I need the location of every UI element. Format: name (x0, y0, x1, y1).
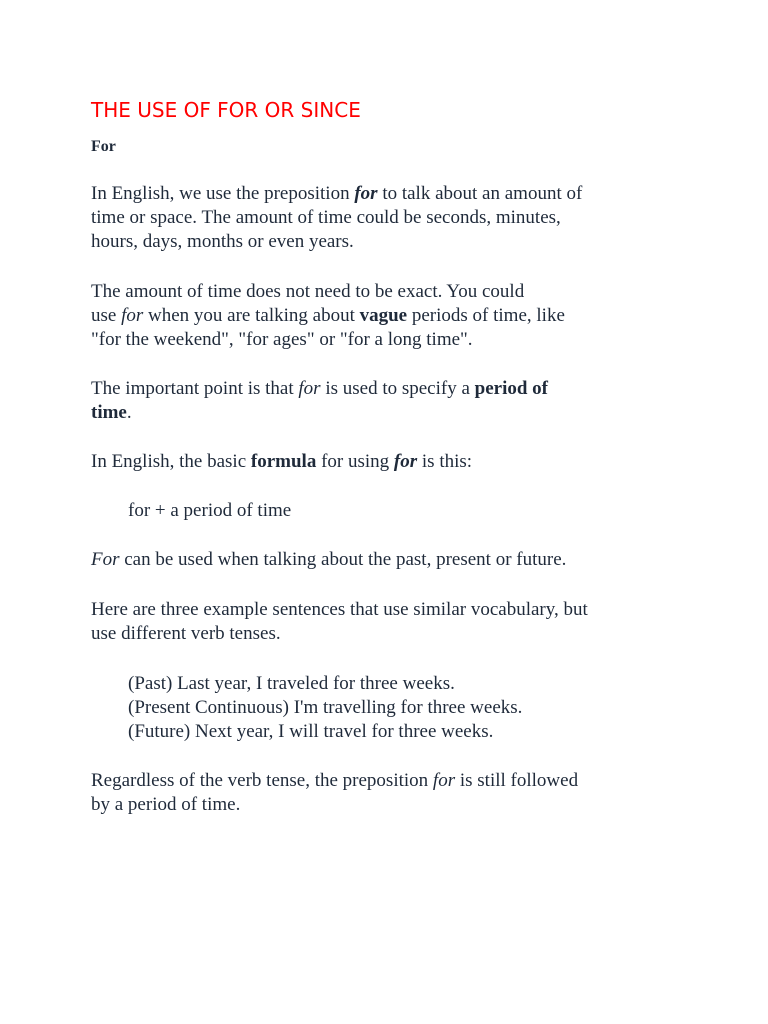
text-line: use different verb tenses. (91, 623, 281, 644)
text-run: The important point is that (91, 378, 299, 399)
text-run: periods of time, like (407, 305, 565, 326)
formula-line: for + a period of time (128, 500, 292, 521)
example-past: (Past) Last year, I traveled for three weeks. (128, 673, 455, 694)
example-future: (Future) Next year, I will travel for three weeks. (128, 721, 494, 742)
text-line: "for the weekend", "for ages" or "for a long time". (91, 329, 473, 350)
text-run: is still followed (455, 770, 579, 791)
emphasis-for: for (432, 770, 456, 791)
text-line: The amount of time does not need to be exact. You could (91, 281, 525, 302)
emphasis-for: For (91, 549, 120, 570)
text-run: is used to specify a (320, 378, 475, 399)
text-run: Regardless of the verb tense, the preposition (91, 770, 433, 791)
text-run: use (91, 305, 122, 326)
paragraph-conclusion (91, 769, 691, 817)
emphasis-formula: formula (250, 451, 317, 472)
text-run: when you are talking about (143, 305, 360, 326)
emphasis-for: for (298, 378, 321, 399)
paragraph-tenses (91, 548, 691, 572)
paragraph-intro (91, 182, 691, 254)
text-run: In English, we use the preposition (91, 183, 355, 204)
text-run: In English, the basic (91, 451, 251, 472)
paragraph-examples-intro (91, 598, 691, 646)
text-line: hours, days, months or even years. (91, 231, 354, 252)
section-heading-for: For (91, 138, 116, 155)
text-run: is this: (417, 451, 473, 472)
emphasis-for: for (393, 451, 418, 472)
paragraph-vague-periods (91, 280, 691, 352)
text-line: time or space. The amount of time could be seconds, minutes, (91, 207, 561, 228)
text-line: Here are three example sentences that use similar vocabulary, but (91, 599, 588, 620)
text-run: can be used when talking about the past, present or future. (119, 549, 567, 570)
emphasis-period-of: period of (474, 378, 549, 399)
paragraph-important-point (91, 377, 691, 425)
text-run: for using (316, 451, 394, 472)
text-run: . (126, 402, 132, 423)
emphasis-vague: vague (359, 305, 408, 326)
text-line: by a period of time. (91, 794, 241, 815)
paragraph-formula (91, 450, 691, 474)
document-title: THE USE OF FOR OR SINCE (91, 98, 361, 122)
text-run: to talk about an amount of (377, 183, 583, 204)
emphasis-for: for (354, 183, 378, 204)
example-present-continuous: (Present Continuous) I'm travelling for three weeks. (128, 697, 523, 718)
emphasis-time: time (91, 402, 127, 423)
example-sentences (128, 672, 688, 744)
emphasis-for: for (121, 305, 144, 326)
